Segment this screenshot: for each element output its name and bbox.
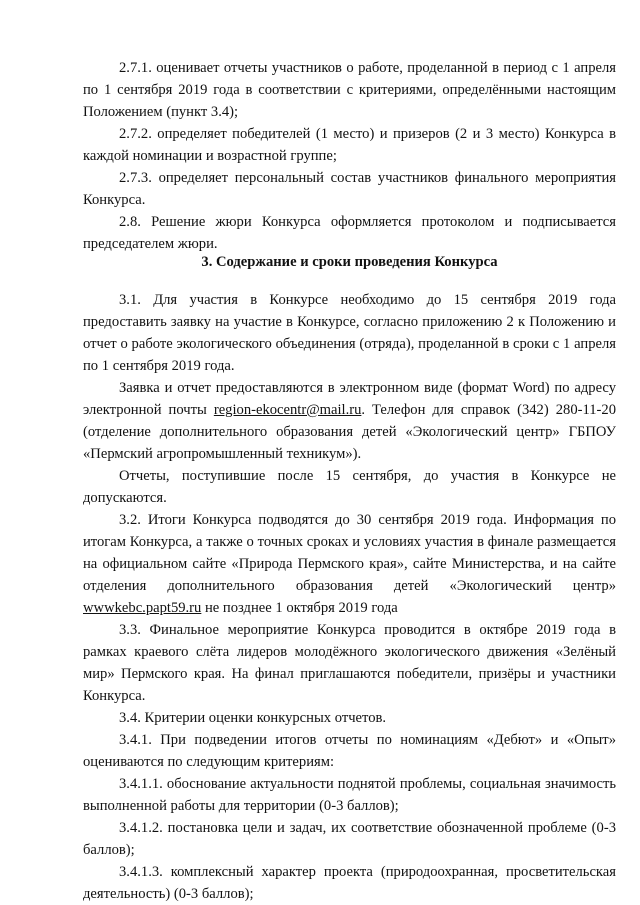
paragraph-3-4-1-3: 3.4.1.3. комплексный характер проекта (природоохранная, просветительская деятельность) (0-3 баллов); (83, 864, 616, 902)
submission-text: Заявка и отчет предоставляются в электронном виде (формат Word) по адресу электронной почты (83, 380, 616, 418)
paragraph-2-8: 2.8. Решение жюри Конкурса оформляется протоколом и подписывается председателем жюри. (83, 214, 616, 252)
paragraph-3-4: 3.4. Критерии оценки конкурсных отчетов. (119, 710, 387, 726)
submission-text-end: . Телефон для справок (342) 280-11-20 (отделение дополнительного образования детей «Экологический центр» ГБПОУ «Пермский агропромышленный техникум»). (83, 402, 616, 462)
paragraph-3-3: 3.3. Финальное мероприятие Конкурса проводится в октябре 2019 года в рамках краевого слёта лидеров молодёжного экологического движения «Зелёный мир» Пермского края. На финал приглашаются победители, призёры и участники Конкурса. (83, 622, 616, 704)
section-heading: 3. Содержание и сроки проведения Конкурса (201, 254, 498, 270)
paragraph-2-7-3: 2.7.3. определяет персональный состав участников финального мероприятия Конкурса. (83, 170, 616, 208)
paragraph-late-reports: Отчеты, поступившие после 15 сентября, до участия в Конкурсе не допускаются. (83, 468, 616, 506)
results-text: 3.2. Итоги Конкурса подводятся до 30 сентября 2019 года. Информация по итогам Конкурса, а также о точных сроках и условиях участия в финале размещается на официальном сайте «Природа Пермского края», сайте Министерства, и на сайте отделения дополнительного образования детей «Экологический центр» (83, 512, 616, 594)
paragraph-2-7-1: 2.7.1. оценивает отчеты участников о работе, проделанной в период с 1 апреля по 1 сентября 2019 года в соответствии с критериями, определёнными настоящим Положением (пункт 3.4); (83, 60, 616, 120)
paragraph-3-2 (83, 509, 616, 619)
paragraph-3-4-1: 3.4.1. При подведении итогов отчеты по номинациям «Дебют» и «Опыт» оцениваются по следующим критериям: (83, 732, 616, 770)
paragraph-submission (83, 377, 616, 465)
jury-duties-section (83, 57, 616, 255)
paragraph-2-7-2: 2.7.2. определяет победителей (1 место) и призеров (2 и 3 место) Конкурса в каждой номинации и возрастной группе; (83, 126, 616, 164)
paragraph-3-4-1-1: 3.4.1.1. обоснование актуальности поднятой проблемы, социальная значимость выполненной работы для территории (0-3 баллов); (83, 776, 616, 814)
email-link[interactable]: region-ekocentr@mail.ru (213, 402, 362, 418)
site-link[interactable]: wwwkebc.papt59.ru (83, 600, 202, 616)
results-text-end: не позднее 1 октября 2019 года (201, 600, 398, 616)
paragraph-3-1: 3.1. Для участия в Конкурсе необходимо до 15 сентября 2019 года предоставить заявку на участие в Конкурсе, согласно приложению 2 к Положению и отчет о работе экологического объединения (отряда), проделанной в сроки с 1 апреля по 1 сентября 2019 года. (83, 292, 616, 374)
content-section (83, 289, 616, 905)
paragraph-3-4-1-2: 3.4.1.2. постановка цели и задач, их соответствие обозначенной проблеме (0-3 баллов); (83, 820, 616, 858)
